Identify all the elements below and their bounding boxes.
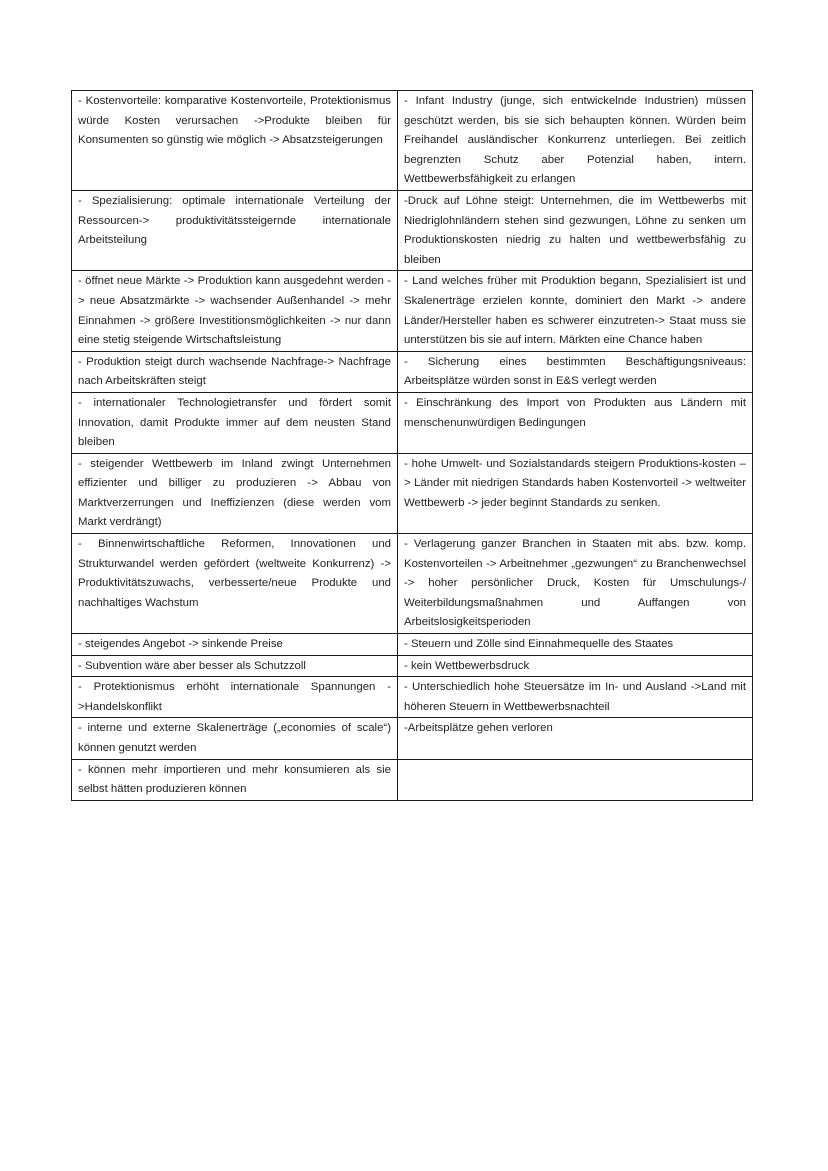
right-cell: - Einschränkung des Import von Produkten aus Ländern mit menschenunwürdigen Bedingungen <box>398 392 753 453</box>
right-cell: - Land welches früher mit Produktion begann, Spezialisiert ist und Skalenerträge erzielen konnte, dominiert den Markt -> andere Länder/Hersteller haben es schwerer einzutreten-> Staat muss sie unterstützen bis sie auf intern. Märkten eine Chance haben <box>398 271 753 351</box>
left-cell: - öffnet neue Märkte -> Produktion kann ausgedehnt werden -> neue Absatzmärkte -> wachsender Außenhandel -> mehr Einnahmen -> größere Investitionsmöglichkeiten -> nur dann eine stetig steigende Wirtschaftsleistung <box>72 271 398 351</box>
right-cell: - Infant Industry (junge, sich entwickelnde Industrien) müssen geschützt werden, bis sie sich behaupten können. Würden beim Freihandel ausländischer Konkurrenz unterliegen. Bei zeitlich begrenzten Schutz aber Potenzial haben, intern. Wettbewerbsfähigkeit zu erlangen <box>398 91 753 191</box>
left-cell: - Binnenwirtschaftliche Reformen, Innovationen und Strukturwandel werden gefördert (weltweite Konkurrenz) -> Produktivitätszuwachs, verbesserte/neue Produkte und nachhaltiges Wachstum <box>72 534 398 634</box>
right-cell: - hohe Umwelt- und Sozialstandards steigern Produktions-kosten –> Länder mit niedrigen Standards haben Kostenvorteil -> weltweiter Wettbewerb -> jeder beginnt Standards zu senken. <box>398 453 753 533</box>
table-row <box>72 534 753 634</box>
table-row <box>72 351 753 392</box>
table-row <box>72 655 753 677</box>
right-cell: -Druck auf Löhne steigt: Unternehmen, die im Wettbewerbs mit Niedriglohnländern stehen sind gezwungen, Löhne zu senken um Produktionskosten niedrig zu halten und wettbewerbsfähig zu bleiben <box>398 190 753 270</box>
table-row <box>72 453 753 533</box>
table-row <box>72 634 753 656</box>
table-row <box>72 91 753 191</box>
table-row <box>72 759 753 800</box>
table-row <box>72 190 753 270</box>
right-cell <box>398 759 753 800</box>
left-cell: - können mehr importieren und mehr konsumieren als sie selbst hätten produzieren können <box>72 759 398 800</box>
right-cell: - kein Wettbewerbsdruck <box>398 655 753 677</box>
table-row <box>72 271 753 351</box>
left-cell: - steigender Wettbewerb im Inland zwingt Unternehmen effizienter und billiger zu produzieren -> Abbau von Marktverzerrungen und Ineffizienzen (diese werden vom Markt verdrängt) <box>72 453 398 533</box>
right-cell: - Unterschiedlich hohe Steuersätze im In- und Ausland ->Land mit höheren Steuern in Wettbewerbsnachteil <box>398 677 753 718</box>
left-cell: - Kostenvorteile: komparative Kostenvorteile, Protektionismus würde Kosten verursachen ->Produkte bleiben für Konsumenten so günstig wie möglich -> Absatzsteigerungen <box>72 91 398 191</box>
right-cell: - Steuern und Zölle sind Einnahmequelle des Staates <box>398 634 753 656</box>
table-row <box>72 718 753 759</box>
left-cell: - internationaler Technologietransfer und fördert somit Innovation, damit Produkte immer auf dem neusten Stand bleiben <box>72 392 398 453</box>
left-cell: - Produktion steigt durch wachsende Nachfrage-> Nachfrage nach Arbeitskräften steigt <box>72 351 398 392</box>
table-row <box>72 677 753 718</box>
table-row <box>72 392 753 453</box>
left-cell: - Subvention wäre aber besser als Schutzzoll <box>72 655 398 677</box>
right-cell: - Verlagerung ganzer Branchen in Staaten mit abs. bzw. komp. Kostenvorteilen -> Arbeitnehmer „gezwungen“ zu Branchenwechsel -> hoher persönlicher Druck, Kosten für Umschulungs-/ Weiterbildungsmaßnahmen und Auffangen von Arbeitslosigkeitsperioden <box>398 534 753 634</box>
left-cell: - Protektionismus erhöht internationale Spannungen ->Handelskonflikt <box>72 677 398 718</box>
left-cell: - Spezialisierung: optimale internationale Verteilung der Ressourcen-> produktivitätssteigernde internationale Arbeitsteilung <box>72 190 398 270</box>
left-cell: - steigendes Angebot -> sinkende Preise <box>72 634 398 656</box>
right-cell: -Arbeitsplätze gehen verloren <box>398 718 753 759</box>
right-cell: - Sicherung eines bestimmten Beschäftigungsniveaus: Arbeitsplätze würden sonst in E&S verlegt werden <box>398 351 753 392</box>
comparison-table <box>71 90 753 801</box>
left-cell: - interne und externe Skalenerträge („economies of scale“) können genutzt werden <box>72 718 398 759</box>
